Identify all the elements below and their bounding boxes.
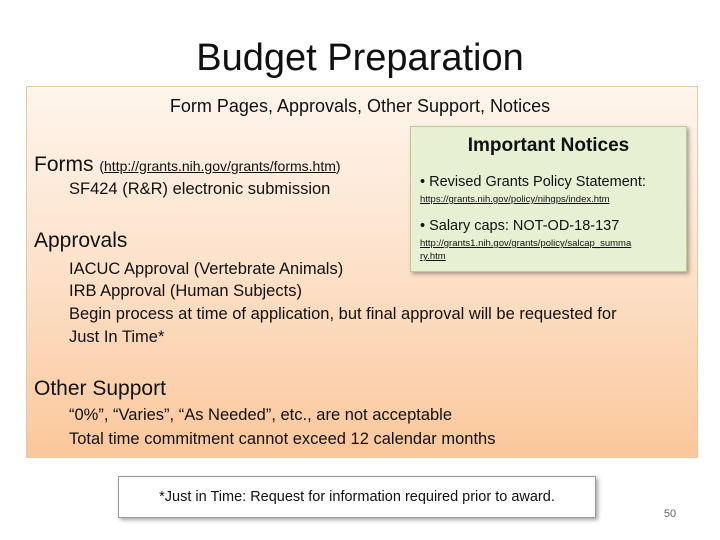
approvals-line: Begin process at time of application, but final approval will be requested for [69, 305, 617, 323]
slide-subtitle: Form Pages, Approvals, Other Support, Notices [169, 96, 551, 116]
notice-item: • Salary caps: NOT-OD-18-137 [420, 218, 620, 234]
forms-url-close: ) [335, 158, 341, 174]
notice-link[interactable]: https://grants.nih.gov/policy/nihgps/index.htm [420, 194, 610, 205]
approvals-line: Just In Time* [69, 328, 165, 346]
forms-heading [34, 152, 341, 179]
other-support-line: “0%”, “Varies”, “As Needed”, etc., are not acceptable [69, 406, 453, 424]
notice-link[interactable]: http://grants1.nih.gov/grants/policy/salcap_summa [420, 238, 632, 249]
page-number: 50 [663, 508, 677, 520]
forms-heading-label: Forms [34, 153, 94, 176]
notice-item: • Revised Grants Policy Statement: [420, 174, 646, 190]
forms-url-link[interactable]: http://grants.nih.gov/grants/forms.htm [104, 158, 336, 174]
approvals-heading: Approvals [34, 229, 128, 252]
approvals-line: IACUC Approval (Vertebrate Animals) [69, 260, 344, 278]
important-notices-title: Important Notices [467, 135, 630, 156]
other-support-heading: Other Support [34, 377, 166, 400]
notice-link[interactable]: ry.htm [420, 251, 446, 262]
forms-item: SF424 (R&R) electronic submission [69, 180, 331, 198]
forms-url-open: ( [99, 158, 105, 174]
slide-title: Budget Preparation [196, 37, 524, 79]
forms-url-wrapper [99, 158, 340, 174]
approvals-line: IRB Approval (Human Subjects) [69, 282, 302, 300]
footnote-text: *Just in Time: Request for information required prior to award. [159, 489, 555, 505]
other-support-line: Total time commitment cannot exceed 12 calendar months [69, 430, 496, 448]
